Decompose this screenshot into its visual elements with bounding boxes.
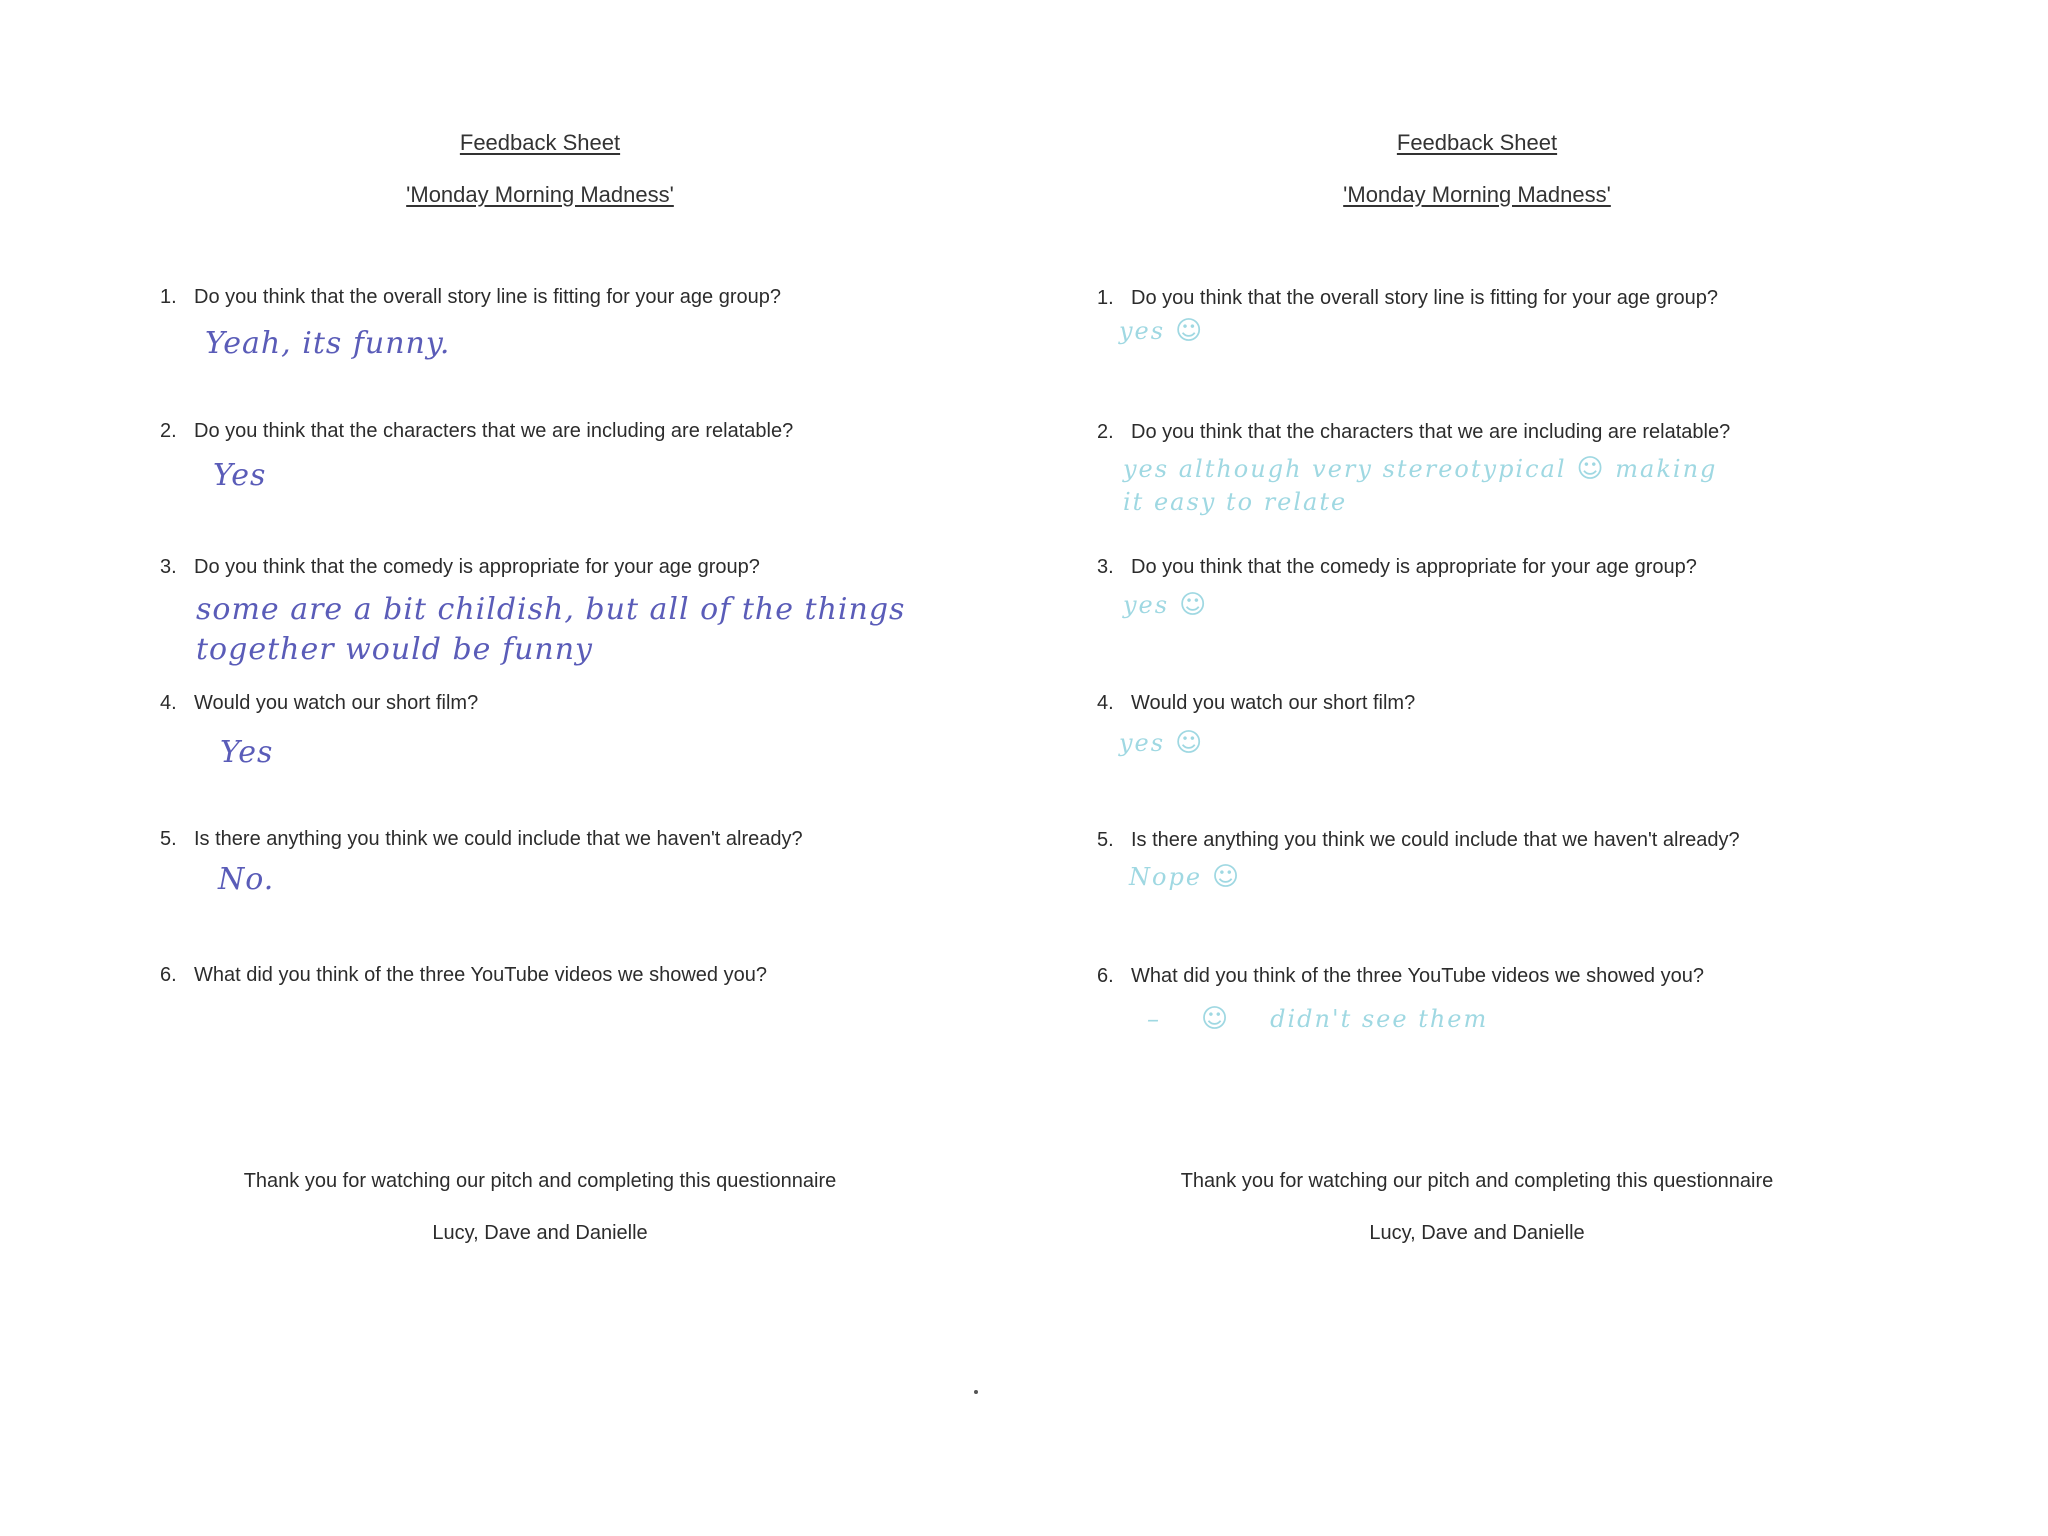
- sheet-subtitle: 'Monday Morning Madness': [1343, 182, 1611, 207]
- question-number: 4.: [1097, 692, 1114, 714]
- answer-1: [1119, 316, 1204, 346]
- smiley-icon: ☺: [1201, 1004, 1231, 1034]
- feedback-sheet-right: [1067, 0, 2048, 1536]
- question-text: Do you think that the characters that we are including are relatable?: [1131, 421, 1731, 443]
- question-2: [1097, 421, 1730, 444]
- smiley-icon: ☺: [1212, 862, 1242, 892]
- question-number: 1.: [160, 286, 177, 308]
- answer-dash: –: [1147, 1005, 1161, 1033]
- authors: Lucy, Dave and Danielle: [432, 1222, 648, 1244]
- authors: Lucy, Dave and Danielle: [1369, 1222, 1585, 1244]
- answer-4: Yes: [220, 735, 274, 770]
- question-text: Do you think that the overall story line is fitting for your age group?: [1131, 287, 1718, 309]
- sheet-title: Feedback Sheet: [1396, 130, 1558, 155]
- question-number: 3.: [1097, 556, 1114, 578]
- question-text: Is there anything you think we could include that we haven't already?: [194, 828, 803, 850]
- question-text: Is there anything you think we could include that we haven't already?: [1131, 829, 1740, 851]
- smiley-icon: ☺: [1175, 728, 1205, 758]
- question-number: 5.: [1097, 829, 1114, 851]
- question-text: Would you watch our short film?: [1131, 692, 1416, 714]
- question-2: [160, 420, 793, 443]
- question-5: [160, 828, 803, 851]
- answer-3-line-1: some are a bit childish, but all of the things: [196, 592, 906, 627]
- question-number: 3.: [160, 556, 177, 578]
- answer-2-line-1: [1123, 454, 1717, 484]
- thank-you-note: Thank you for watching our pitch and completing this questionnaire: [1180, 1170, 1774, 1192]
- question-5: [1097, 829, 1740, 852]
- question-number: 6.: [1097, 965, 1114, 987]
- question-4: [160, 692, 478, 715]
- answer-5: No.: [218, 862, 275, 897]
- answer-2-line-2: it easy to relate: [1123, 488, 1348, 516]
- answer-1: Yeah, its funny.: [205, 326, 451, 361]
- question-text: Do you think that the overall story line is fitting for your age group?: [194, 286, 781, 308]
- question-6: [160, 964, 767, 987]
- question-text: What did you think of the three YouTube videos we showed you?: [194, 964, 767, 986]
- answer-text: didn't see them: [1270, 1005, 1489, 1033]
- question-text: Do you think that the characters that we are including are relatable?: [194, 420, 794, 442]
- question-1: [1097, 287, 1718, 310]
- question-text: Do you think that the comedy is appropriate for your age group?: [1131, 556, 1697, 578]
- answer-5: [1129, 862, 1241, 892]
- question-text: Would you watch our short film?: [194, 692, 479, 714]
- answer-3-line-2: together would be funny: [196, 632, 593, 667]
- answer-text: Nope: [1129, 863, 1203, 891]
- question-1: [160, 286, 781, 309]
- question-3: [160, 556, 760, 579]
- question-number: 1.: [1097, 287, 1114, 309]
- question-3: [1097, 556, 1697, 579]
- answer-4: [1119, 728, 1204, 758]
- thank-you-note: Thank you for watching our pitch and completing this questionnaire: [243, 1170, 837, 1192]
- answer-text: yes: [1119, 317, 1166, 345]
- answer-text: yes: [1119, 729, 1166, 757]
- answer-text-continued: making: [1615, 455, 1718, 483]
- sheet-title: Feedback Sheet: [459, 130, 621, 155]
- question-6: [1097, 965, 1704, 988]
- feedback-sheet-left: [130, 0, 1130, 1536]
- smiley-icon: ☺: [1576, 454, 1606, 484]
- answer-text: yes although very stereotypical: [1123, 455, 1567, 483]
- question-number: 6.: [160, 964, 177, 986]
- question-4: [1097, 692, 1415, 715]
- answer-3: [1123, 590, 1208, 620]
- question-text: Do you think that the comedy is appropriate for your age group?: [194, 556, 760, 578]
- answer-text: yes: [1123, 591, 1170, 619]
- question-number: 4.: [160, 692, 177, 714]
- scan-speck: [974, 1390, 978, 1394]
- answer-2: Yes: [213, 458, 267, 493]
- question-text: What did you think of the three YouTube videos we showed you?: [1131, 965, 1704, 987]
- answer-6: [1147, 1004, 1488, 1034]
- question-number: 2.: [160, 420, 177, 442]
- smiley-icon: ☺: [1175, 316, 1205, 346]
- question-number: 5.: [160, 828, 177, 850]
- sheet-subtitle: 'Monday Morning Madness': [406, 182, 674, 207]
- smiley-icon: ☺: [1179, 590, 1209, 620]
- question-number: 2.: [1097, 421, 1114, 443]
